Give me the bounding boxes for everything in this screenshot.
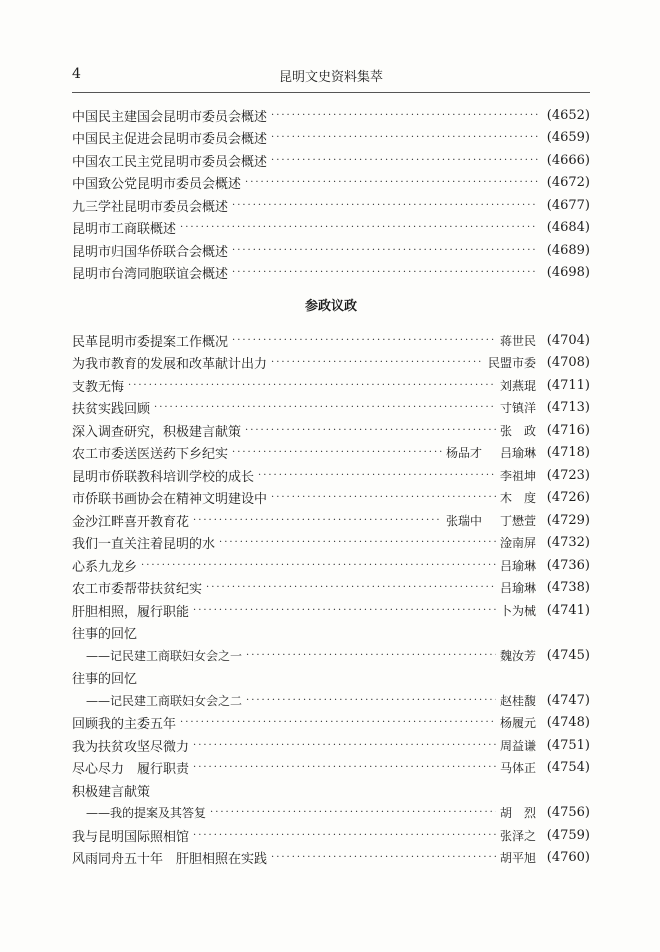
toc-entry xyxy=(72,217,590,240)
dot-leader xyxy=(246,650,496,661)
toc-entry-page: (4708) xyxy=(546,355,590,371)
toc-entry-author: 胡 烈 xyxy=(499,806,536,821)
toc-entry-author: 张泽之 xyxy=(499,828,536,843)
toc-entry xyxy=(72,667,590,690)
toc-entry-author: 卜为械 xyxy=(499,603,536,618)
toc-entry xyxy=(72,262,590,285)
toc-entry-page: (4704) xyxy=(546,332,590,348)
dot-leader xyxy=(180,222,538,233)
dot-leader xyxy=(271,110,538,121)
toc-entry-title: 支教无悔 xyxy=(72,379,125,395)
section-heading: 参政议政 xyxy=(304,299,357,314)
toc-entry-author: 民盟市委 xyxy=(487,356,536,371)
toc-entry-title: 风雨同舟五十年 肝胆相照在实践 xyxy=(72,852,268,868)
toc-entry xyxy=(72,554,590,577)
toc-entry-author: 周益谦 xyxy=(499,738,536,753)
toc-entry-author: 寸镇洋 xyxy=(499,401,536,416)
toc-part2 xyxy=(72,329,590,869)
toc-entry-title: 中国民主建国会昆明市委员会概述 xyxy=(72,109,268,125)
toc-part1 xyxy=(72,104,590,284)
toc-entry xyxy=(72,127,590,150)
toc-entry xyxy=(72,622,590,645)
toc-entry-title: 昆明市归国华侨联合会概述 xyxy=(72,244,229,260)
toc-entry xyxy=(72,577,590,600)
toc-entry-page: (4747) xyxy=(546,692,590,708)
toc-entry-page: (4732) xyxy=(546,535,590,551)
toc-entry-page: (4677) xyxy=(546,197,590,213)
toc-entry xyxy=(72,779,590,802)
toc-entry-page: (4672) xyxy=(546,175,590,191)
dot-leader xyxy=(271,492,496,503)
toc-entry-author: 木 度 xyxy=(499,491,536,506)
toc-entry-author: 吕瑜琳 xyxy=(499,446,536,461)
toc-entry-title: 农工市委送医送药下乡纪实 xyxy=(72,447,229,463)
dot-leader xyxy=(210,807,496,818)
toc-entry xyxy=(72,509,590,532)
dot-leader xyxy=(206,582,496,593)
toc-entry-title: 中国民主促进会昆明市委员会概述 xyxy=(72,132,268,148)
dot-leader xyxy=(193,515,442,526)
toc-entry-page: (4698) xyxy=(546,265,590,281)
toc-entry-title: 回顾我的主委五年 xyxy=(72,717,177,733)
toc-entry xyxy=(72,239,590,262)
dot-leader xyxy=(232,335,496,346)
dot-leader xyxy=(258,470,496,481)
dot-leader xyxy=(180,717,496,728)
toc-entry-page: (4711) xyxy=(546,377,590,393)
dot-leader xyxy=(141,560,496,571)
toc-entry-page: (4729) xyxy=(546,512,590,528)
toc-entry-title: ——记民建工商联妇女会之二 xyxy=(86,693,243,708)
toc-entry xyxy=(72,419,590,442)
toc-entry-title: ——记民建工商联妇女会之一 xyxy=(86,648,243,663)
toc-entry xyxy=(72,689,590,712)
toc-entry xyxy=(72,734,590,757)
dot-leader xyxy=(232,267,538,278)
toc-entry-page: (4716) xyxy=(546,422,590,438)
dot-leader xyxy=(128,380,496,391)
toc-entry-page: (4754) xyxy=(546,760,590,776)
toc-entry-author: 吕瑜琳 xyxy=(499,558,536,573)
toc-entry xyxy=(72,644,590,667)
dot-leader xyxy=(232,200,538,211)
table-of-contents xyxy=(72,104,590,869)
toc-entry-page: (4723) xyxy=(546,467,590,483)
toc-entry-page: (4666) xyxy=(546,152,590,168)
toc-entry-author: 李祖坤 xyxy=(499,468,536,483)
toc-entry-title: 金沙江畔喜开教育花 xyxy=(72,514,190,530)
toc-entry xyxy=(72,352,590,375)
toc-entry-page: (4756) xyxy=(546,805,590,821)
toc-entry-page: (4684) xyxy=(546,220,590,236)
toc-entry-coauthor: 张瑞中 xyxy=(445,513,482,528)
toc-entry-title: 昆明市工商联概述 xyxy=(72,222,177,238)
toc-entry xyxy=(72,487,590,510)
toc-entry-page: (4713) xyxy=(546,400,590,416)
toc-entry-title: 市侨联书画协会在精神文明建设中 xyxy=(72,492,268,508)
toc-entry-title: 往事的回忆 xyxy=(72,627,138,643)
toc-entry-title: 往事的回忆 xyxy=(72,672,138,688)
running-title: 昆明文史资料集萃 xyxy=(278,70,383,85)
toc-entry xyxy=(72,532,590,555)
toc-entry xyxy=(72,847,590,870)
toc-entry xyxy=(72,824,590,847)
dot-leader xyxy=(154,402,496,413)
dot-leader xyxy=(193,740,496,751)
toc-entry-page: (4738) xyxy=(546,580,590,596)
toc-entry-title: 昆明市侨联教科培训学校的成长 xyxy=(72,469,255,485)
toc-entry xyxy=(72,757,590,780)
toc-entry-author: 胡平旭 xyxy=(499,851,536,866)
toc-entry-author: 蒋世民 xyxy=(499,333,536,348)
toc-entry-page: (4652) xyxy=(546,107,590,123)
dot-leader xyxy=(271,132,538,143)
toc-entry-page: (4689) xyxy=(546,242,590,258)
toc-entry-author: 赵桂馥 xyxy=(499,693,536,708)
toc-entry-title: 我与昆明国际照相馆 xyxy=(72,829,190,845)
dot-leader xyxy=(246,695,496,706)
dot-leader xyxy=(245,425,496,436)
toc-entry-author: 马体正 xyxy=(499,761,536,776)
toc-entry-title: 积极建言献策 xyxy=(72,784,151,800)
toc-entry-author: 魏汝芳 xyxy=(499,648,536,663)
toc-entry-title: 为我市教育的发展和改革献计出力 xyxy=(72,357,268,373)
toc-entry xyxy=(72,172,590,195)
toc-entry-page: (4760) xyxy=(546,850,590,866)
toc-entry-title: 农工市委帮带扶贫纪实 xyxy=(72,582,203,598)
toc-entry-coauthor: 杨品才 xyxy=(445,446,482,461)
toc-entry xyxy=(72,194,590,217)
toc-entry-title: 中国农工民主党昆明市委员会概述 xyxy=(72,154,268,170)
toc-entry-page: (4726) xyxy=(546,490,590,506)
toc-entry-page: (4751) xyxy=(546,737,590,753)
toc-entry xyxy=(72,802,590,825)
toc-entry xyxy=(72,149,590,172)
toc-entry-title: 我们一直关注着昆明的水 xyxy=(72,537,216,553)
dot-leader xyxy=(271,357,484,368)
dot-leader xyxy=(271,155,538,166)
toc-entry-page: (4741) xyxy=(546,602,590,618)
toc-entry-page: (4748) xyxy=(546,715,590,731)
toc-entry-author: 杨履元 xyxy=(499,716,536,731)
toc-entry-title: 我为扶贫攻坚尽微力 xyxy=(72,739,190,755)
toc-entry-title: 中国致公党昆明市委员会概述 xyxy=(72,177,242,193)
toc-entry-author: 吕瑜琳 xyxy=(499,581,536,596)
dot-leader xyxy=(193,605,496,616)
header-rule xyxy=(72,92,590,93)
toc-entry-page: (4736) xyxy=(546,557,590,573)
toc-entry-author: 刘燕琨 xyxy=(499,378,536,393)
dot-leader xyxy=(245,177,538,188)
page-header xyxy=(72,66,590,88)
dot-leader xyxy=(232,447,442,458)
toc-entry xyxy=(72,464,590,487)
toc-entry xyxy=(72,712,590,735)
dot-leader xyxy=(271,852,496,863)
dot-leader xyxy=(193,830,496,841)
toc-entry-title: ——我的提案及其答复 xyxy=(86,806,207,821)
toc-entry xyxy=(72,397,590,420)
toc-entry-title: 心系九龙乡 xyxy=(72,559,138,575)
page-number: 4 xyxy=(72,66,81,82)
dot-leader xyxy=(193,762,496,773)
toc-entry xyxy=(72,104,590,127)
toc-entry xyxy=(72,374,590,397)
toc-entry-page: (4718) xyxy=(546,445,590,461)
toc-entry-title: 深入调查研究，积极建言献策 xyxy=(72,424,242,440)
toc-entry xyxy=(72,442,590,465)
toc-entry-page: (4745) xyxy=(546,647,590,663)
toc-entry-title: 尽心尽力 履行职责 xyxy=(72,762,190,778)
dot-leader xyxy=(232,245,538,256)
toc-entry-title: 肝胆相照，履行职能 xyxy=(72,604,190,620)
toc-entry-title: 扶贫实践回顾 xyxy=(72,402,151,418)
toc-entry-author: 丁懋萱 xyxy=(499,513,536,528)
toc-entry-title: 民革昆明市委提案工作概况 xyxy=(72,334,229,350)
toc-entry-page: (4659) xyxy=(546,130,590,146)
toc-entry xyxy=(72,329,590,352)
toc-entry-author: 张 政 xyxy=(499,423,536,438)
toc-entry-title: 昆明市台湾同胞联谊会概述 xyxy=(72,267,229,283)
toc-entry-page: (4759) xyxy=(546,827,590,843)
dot-leader xyxy=(219,537,496,548)
toc-entry-title: 九三学社昆明市委员会概述 xyxy=(72,199,229,215)
toc-entry xyxy=(72,599,590,622)
toc-entry-author: 淦南屏 xyxy=(499,536,536,551)
